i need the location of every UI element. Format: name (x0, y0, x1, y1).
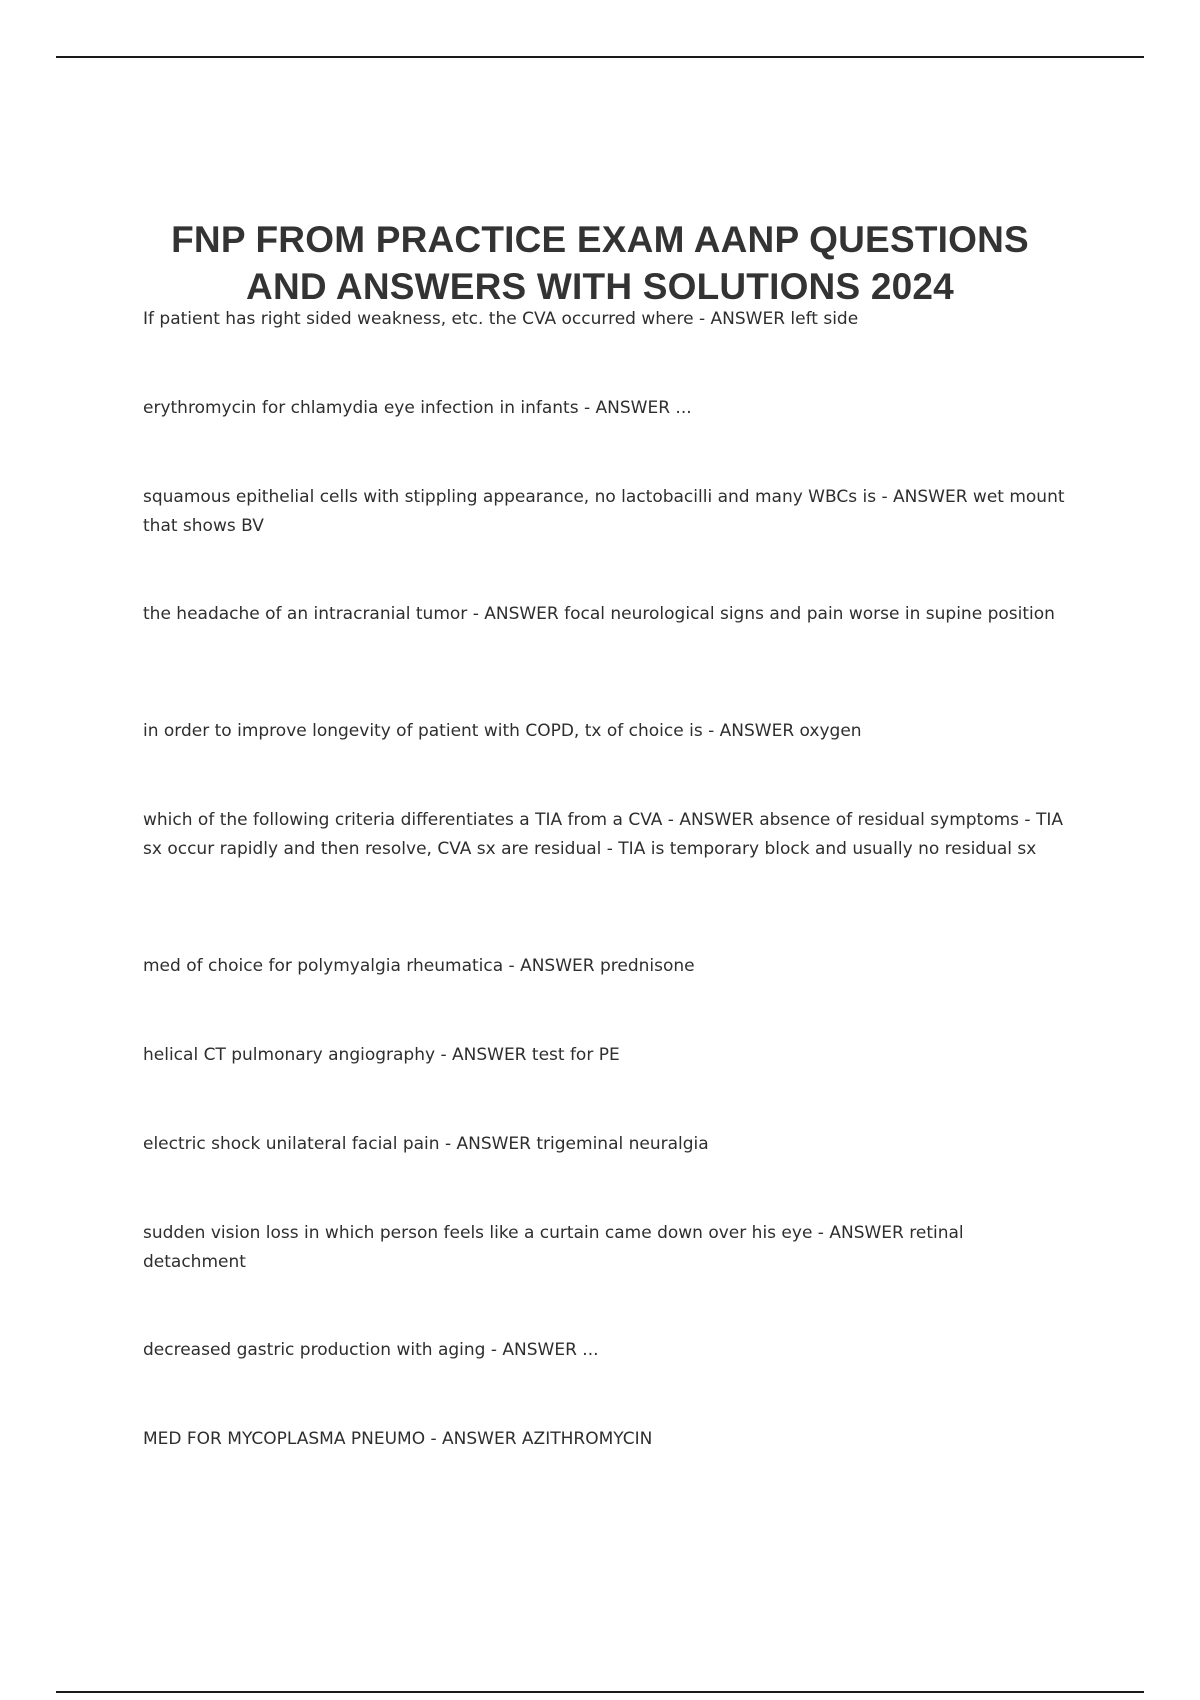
qa-item: in order to improve longevity of patient with COPD, tx of choice is - ANSWER oxygen (143, 721, 862, 741)
qa-item: erythromycin for chlamydia eye infection in infants - ANSWER ... (143, 398, 692, 418)
qa-item: helical CT pulmonary angiography - ANSWER test for PE (143, 1045, 620, 1065)
qa-item: decreased gastric production with aging - ANSWER ... (143, 1340, 599, 1360)
document-title (60, 216, 1140, 310)
qa-item: the headache of an intracranial tumor - ANSWER focal neurological signs and pain worse in supine position (143, 604, 1055, 624)
bottom-divider (56, 1691, 1144, 1693)
title-line-1: FNP FROM PRACTICE EXAM AANP QUESTIONS (171, 219, 1029, 260)
qa-item: which of the following criteria differentiates a TIA from a CVA - ANSWER absence of residual symptoms - TIA sx occur rapidly and then resolve, CVA sx are residual - TIA is temporary block and usually no residual sx (143, 810, 1064, 859)
title-line-2: AND ANSWERS WITH SOLUTIONS 2024 (246, 266, 954, 307)
qa-item: electric shock unilateral facial pain - ANSWER trigeminal neuralgia (143, 1134, 709, 1154)
qa-item: med of choice for polymyalgia rheumatica - ANSWER prednisone (143, 956, 695, 976)
qa-item: If patient has right sided weakness, etc. the CVA occurred where - ANSWER left side (143, 309, 859, 329)
qa-item: squamous epithelial cells with stippling appearance, no lactobacilli and many WBCs is - ANSWER wet mount that shows BV (143, 487, 1065, 536)
top-divider (56, 56, 1144, 58)
qa-item: MED FOR MYCOPLASMA PNEUMO - ANSWER AZITHROMYCIN (143, 1429, 653, 1449)
qa-item: sudden vision loss in which person feels like a curtain came down over his eye - ANSWER retinal detachment (143, 1223, 964, 1272)
